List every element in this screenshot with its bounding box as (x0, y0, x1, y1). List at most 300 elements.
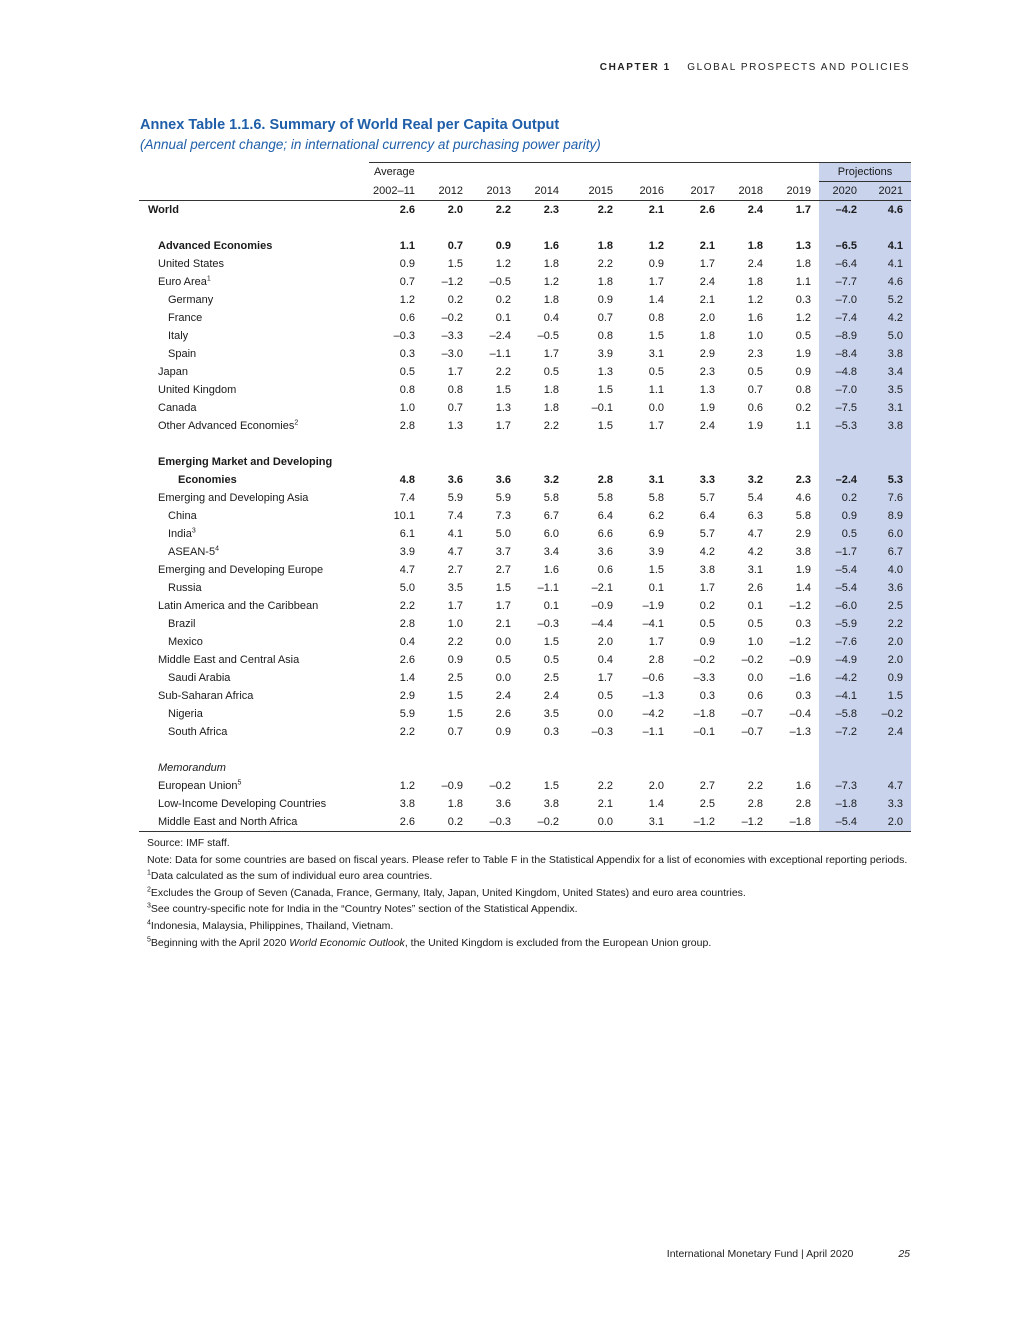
value-cell: 5.7 (699, 528, 715, 540)
value-cell: 3.1 (648, 474, 664, 486)
value-cell: –0.5 (489, 276, 511, 288)
value-cell: 0.3 (699, 690, 715, 702)
value-cell: 3.9 (597, 348, 613, 360)
footnote: $^2$Excludes the Group of Seven (Canada, France, Germany, Italy, Japan, United Kingdom, United States) and euro area countries. (147, 886, 746, 899)
value-cell: –7.4 (819, 309, 865, 327)
value-cell: –1.8 (819, 795, 865, 813)
value-cell: 1.3 (495, 402, 511, 414)
value-cell: 1.9 (795, 564, 811, 576)
value-cell: 7.3 (495, 510, 511, 522)
table-row (139, 777, 911, 795)
value-cell: 1.7 (648, 276, 664, 288)
row-label: Advanced Economies (158, 240, 273, 252)
value-cell: 1.2 (795, 312, 811, 324)
value-cell: 1.1 (795, 420, 811, 432)
table-row (139, 669, 911, 687)
value-cell: 5.8 (543, 492, 559, 504)
value-cell: 5.9 (447, 492, 463, 504)
value-cell: 0.2 (423, 813, 471, 832)
year-header: 2017 (672, 182, 723, 201)
table-row (139, 471, 911, 489)
value-cell: 3.4 (543, 546, 559, 558)
value-cell: 1.7 (648, 636, 664, 648)
table-row (139, 579, 911, 597)
value-cell: 0.9 (648, 258, 664, 270)
table-container (139, 162, 911, 951)
value-cell: 4.2 (699, 546, 715, 558)
value-cell: 0.4 (399, 636, 415, 648)
value-cell: –0.1 (693, 726, 715, 738)
value-cell: 1.7 (447, 366, 463, 378)
value-cell: 0.1 (747, 600, 763, 612)
value-cell: 6.7 (865, 543, 911, 561)
value-cell: 0.5 (747, 366, 763, 378)
row-label: Economies (178, 474, 237, 486)
value-cell: –2.4 (489, 330, 511, 342)
value-cell: 4.2 (747, 546, 763, 558)
value-cell: 0.3 (543, 726, 559, 738)
year-header: 2015 (567, 182, 621, 201)
value-cell: 2.0 (865, 633, 911, 651)
table-row (139, 309, 911, 327)
value-cell: 0.0 (747, 672, 763, 684)
table-row (139, 237, 911, 255)
value-cell: 2.6 (399, 204, 415, 216)
value-cell: –1.6 (789, 672, 811, 684)
value-cell: 4.7 (447, 546, 463, 558)
row-label: Spain (168, 348, 197, 360)
value-cell: –0.1 (591, 402, 613, 414)
value-cell: 1.9 (699, 402, 715, 414)
value-cell: –1.8 (771, 813, 819, 832)
value-cell: 0.1 (543, 600, 559, 612)
value-cell: –1.1 (642, 726, 664, 738)
value-cell (369, 453, 423, 471)
row-label: Euro Area$^1$ (158, 275, 211, 288)
value-cell: –0.2 (519, 813, 567, 832)
value-cell: 0.9 (795, 366, 811, 378)
value-cell: 3.5 (865, 381, 911, 399)
value-cell: 1.4 (795, 582, 811, 594)
value-cell: 2.4 (747, 258, 763, 270)
value-cell: 3.1 (865, 399, 911, 417)
value-cell: 2.1 (495, 618, 511, 630)
value-cell: –4.1 (642, 618, 664, 630)
value-cell (567, 759, 621, 777)
year-header: 2016 (621, 182, 672, 201)
value-cell (771, 453, 819, 471)
value-cell (672, 759, 723, 777)
row-label: United States (158, 258, 225, 270)
year-header: 2020 (819, 182, 865, 201)
value-cell: 4.1 (447, 528, 463, 540)
value-cell: –1.2 (672, 813, 723, 832)
value-cell: 1.5 (597, 384, 613, 396)
value-cell: 6.9 (648, 528, 664, 540)
value-cell: 0.7 (447, 240, 463, 252)
value-cell: 4.2 (865, 309, 911, 327)
value-cell: 1.7 (495, 600, 511, 612)
row-label: United Kingdom (158, 384, 237, 396)
row-label: Sub-Saharan Africa (158, 690, 254, 702)
value-cell: –8.9 (819, 327, 865, 345)
row-label: France (168, 312, 203, 324)
value-cell: –1.3 (642, 690, 664, 702)
value-cell: 2.2 (865, 615, 911, 633)
value-cell: 0.0 (495, 636, 511, 648)
value-cell: 1.4 (399, 672, 415, 684)
value-cell: –6.4 (819, 255, 865, 273)
footnote-marker: 4 (215, 545, 219, 553)
value-cell: 0.5 (819, 525, 865, 543)
value-cell: 2.3 (747, 348, 763, 360)
value-cell: 2.4 (747, 204, 763, 216)
value-cell: 3.8 (865, 417, 911, 435)
value-cell: 3.8 (543, 798, 559, 810)
value-cell: 6.4 (699, 510, 715, 522)
row-label: Japan (158, 366, 188, 378)
row-label: Low-Income Developing Countries (158, 798, 327, 810)
value-cell: 1.2 (747, 294, 763, 306)
value-cell: 1.5 (648, 330, 664, 342)
value-cell: –4.9 (819, 651, 865, 669)
value-cell: 4.6 (865, 201, 911, 220)
value-cell: 1.7 (495, 420, 511, 432)
footnote-marker: 3 (191, 527, 196, 535)
value-cell: 1.5 (597, 420, 613, 432)
row-label: Emerging and Developing Europe (158, 564, 324, 576)
value-cell: 1.8 (597, 240, 613, 252)
value-cell: 0.5 (543, 366, 559, 378)
value-cell: –4.4 (591, 618, 613, 630)
value-cell: 2.6 (495, 708, 511, 720)
value-cell: 0.3 (399, 348, 415, 360)
value-cell: –7.7 (819, 273, 865, 291)
value-cell: 0.8 (648, 312, 664, 324)
value-cell: 2.6 (747, 582, 763, 594)
value-cell: 3.2 (747, 474, 763, 486)
value-cell: 2.8 (399, 420, 415, 432)
year-header: 2019 (771, 182, 819, 201)
footnote-marker: 2 (294, 419, 299, 427)
value-cell: 3.3 (865, 795, 911, 813)
value-cell (865, 759, 911, 777)
value-cell: 0.5 (648, 366, 664, 378)
value-cell: –1.8 (693, 708, 715, 720)
row-label: Saudi Arabia (168, 672, 231, 684)
value-cell (519, 759, 567, 777)
value-cell: 1.8 (699, 330, 715, 342)
value-cell: 5.7 (699, 492, 715, 504)
row-label: Italy (168, 330, 189, 342)
table-row (139, 615, 911, 633)
value-cell: 0.7 (597, 312, 613, 324)
value-cell: 2.2 (597, 258, 613, 270)
row-label: Emerging Market and Developing (158, 456, 333, 468)
page-footer (667, 1248, 910, 1260)
value-cell: 2.2 (399, 600, 415, 612)
value-cell: 2.5 (865, 597, 911, 615)
value-cell: 2.1 (699, 294, 715, 306)
value-cell: –3.3 (441, 330, 463, 342)
footnote: $^5$Beginning with the April 2020 World Economic Outlook, the United Kingdom is excluded from the European Union group. (147, 936, 712, 949)
chapter-label: CHAPTER 1 (599, 62, 671, 73)
table-row (139, 687, 911, 705)
table-row (139, 327, 911, 345)
average-header: Average (369, 163, 423, 182)
value-cell (621, 759, 672, 777)
year-header: 2002–11 (369, 182, 423, 201)
general-note: Note: Data for some countries are based on fiscal years. Please refer to Table F in the Statistical Appendix for a list of economies with exceptional reporting periods. (147, 853, 908, 866)
row-label: Nigeria (168, 708, 203, 720)
value-cell: 1.6 (795, 780, 811, 792)
value-cell: 2.8 (795, 798, 811, 810)
value-cell: 1.2 (543, 276, 559, 288)
value-cell: 6.2 (648, 510, 664, 522)
value-cell: –0.7 (741, 708, 763, 720)
table-row (139, 561, 911, 579)
table-row (139, 453, 911, 471)
value-cell: –2.4 (819, 471, 865, 489)
value-cell: 0.0 (495, 672, 511, 684)
value-cell: 1.0 (447, 618, 463, 630)
value-cell: 1.4 (648, 798, 664, 810)
table-row (139, 363, 911, 381)
value-cell: 1.1 (648, 384, 664, 396)
value-cell: 6.0 (865, 525, 911, 543)
row-label: India$^3$ (168, 527, 196, 540)
value-cell: 1.2 (648, 240, 664, 252)
value-cell: 6.3 (747, 510, 763, 522)
value-cell: 2.2 (597, 204, 613, 216)
value-cell: 1.5 (543, 636, 559, 648)
value-cell: 2.3 (543, 204, 559, 216)
row-label: Other Advanced Economies$^2$ (158, 419, 299, 432)
value-cell: 0.3 (795, 690, 811, 702)
value-cell: 1.9 (747, 420, 763, 432)
value-cell: 1.5 (495, 582, 511, 594)
value-cell: 1.8 (543, 258, 559, 270)
value-cell: 3.1 (621, 813, 672, 832)
value-cell: 0.4 (543, 312, 559, 324)
table-row (139, 417, 911, 435)
spacer-row (139, 219, 911, 237)
row-label: Latin America and the Caribbean (158, 600, 319, 612)
value-cell: 1.5 (865, 687, 911, 705)
table-row (139, 705, 911, 723)
publisher-label: International Monetary Fund | April 2020 (666, 1248, 854, 1260)
row-label: Brazil (168, 618, 196, 630)
value-cell: 0.9 (819, 507, 865, 525)
value-cell: 3.8 (795, 546, 811, 558)
value-cell: 0.5 (795, 330, 811, 342)
table-body (139, 201, 911, 832)
value-cell: 2.2 (399, 726, 415, 738)
value-cell: –0.2 (489, 780, 511, 792)
value-cell: 0.8 (795, 384, 811, 396)
table-row (139, 201, 911, 220)
value-cell: 5.9 (495, 492, 511, 504)
value-cell: 1.2 (495, 258, 511, 270)
value-cell: 0.7 (447, 726, 463, 738)
value-cell (819, 453, 865, 471)
value-cell: 2.8 (747, 798, 763, 810)
value-cell: 5.9 (399, 708, 415, 720)
value-cell: 3.8 (865, 345, 911, 363)
value-cell: 3.3 (699, 474, 715, 486)
value-cell: 5.8 (795, 510, 811, 522)
value-cell: –0.3 (393, 330, 415, 342)
value-cell: 3.7 (495, 546, 511, 558)
value-cell: 2.6 (699, 204, 715, 216)
value-cell: 1.0 (747, 330, 763, 342)
value-cell (423, 453, 471, 471)
year-header: 2012 (423, 182, 471, 201)
table-row (139, 597, 911, 615)
value-cell: 3.6 (447, 474, 463, 486)
value-cell: 1.8 (597, 276, 613, 288)
year-header: 2021 (865, 182, 911, 201)
value-cell: 2.2 (543, 420, 559, 432)
footnote: $^3$See country-specific note for India in the “Country Notes” section of the Statistical Appendix. (147, 902, 578, 916)
value-cell: 3.6 (495, 798, 511, 810)
value-cell: 0.6 (597, 564, 613, 576)
value-cell: 1.8 (747, 276, 763, 288)
value-cell: 0.9 (447, 654, 463, 666)
value-cell: 2.0 (597, 636, 613, 648)
value-cell: 6.7 (543, 510, 559, 522)
row-label: China (168, 510, 197, 522)
value-cell: 3.8 (399, 798, 415, 810)
value-cell: 2.0 (447, 204, 463, 216)
value-cell: 0.0 (648, 402, 664, 414)
value-cell: 1.7 (447, 600, 463, 612)
value-cell: 0.2 (495, 294, 511, 306)
table-row (139, 795, 911, 813)
row-label: Russia (168, 582, 202, 594)
value-cell: 0.9 (399, 258, 415, 270)
value-cell: –2.1 (591, 582, 613, 594)
value-cell: 0.5 (747, 618, 763, 630)
value-cell: 1.5 (447, 708, 463, 720)
value-cell: 0.7 (447, 402, 463, 414)
value-cell: –8.4 (819, 345, 865, 363)
value-cell: 2.8 (597, 474, 613, 486)
value-cell (819, 759, 865, 777)
value-cell: –1.2 (789, 600, 811, 612)
value-cell: 2.4 (699, 276, 715, 288)
value-cell: –5.4 (819, 813, 865, 832)
value-cell: 4.7 (399, 564, 415, 576)
year-header: 2018 (723, 182, 771, 201)
value-cell: 1.2 (399, 780, 415, 792)
value-cell: –0.2 (441, 312, 463, 324)
value-cell: 6.4 (597, 510, 613, 522)
value-cell: 0.6 (399, 312, 415, 324)
value-cell: 3.6 (865, 579, 911, 597)
value-cell: –5.3 (819, 417, 865, 435)
value-cell: –0.2 (741, 654, 763, 666)
value-cell: –0.5 (537, 330, 559, 342)
value-cell: 0.7 (399, 276, 415, 288)
value-cell: –7.6 (819, 633, 865, 651)
value-cell: –5.8 (819, 705, 865, 723)
value-cell (771, 759, 819, 777)
table-row (139, 399, 911, 417)
value-cell: 7.6 (865, 489, 911, 507)
value-cell: –1.2 (441, 276, 463, 288)
value-cell (369, 759, 423, 777)
value-cell: –5.4 (819, 579, 865, 597)
value-cell: 1.5 (648, 564, 664, 576)
value-cell: 1.8 (747, 240, 763, 252)
value-cell: 3.6 (495, 474, 511, 486)
value-cell: 0.2 (699, 600, 715, 612)
value-cell: 0.6 (747, 402, 763, 414)
value-cell: –0.3 (471, 813, 519, 832)
value-cell: 2.2 (447, 636, 463, 648)
value-cell: 1.6 (543, 240, 559, 252)
table-row (139, 759, 911, 777)
value-cell: 1.5 (543, 780, 559, 792)
value-cell: 5.2 (865, 291, 911, 309)
value-cell: 2.1 (699, 240, 715, 252)
footnote: $^1$Data calculated as the sum of individual euro area countries. (147, 869, 433, 883)
value-cell: 1.2 (399, 294, 415, 306)
value-cell: 0.9 (865, 669, 911, 687)
row-label: Middle East and North Africa (139, 813, 369, 832)
value-cell: 3.5 (543, 708, 559, 720)
value-cell: 1.7 (597, 672, 613, 684)
header-row-groups (139, 163, 911, 182)
value-cell: 3.2 (543, 474, 559, 486)
value-cell: 2.6 (369, 813, 423, 832)
value-cell: 5.0 (865, 327, 911, 345)
value-cell: –1.1 (537, 582, 559, 594)
row-label: Middle East and Central Asia (158, 654, 300, 666)
value-cell: 2.1 (597, 798, 613, 810)
value-cell (865, 453, 911, 471)
year-header: 2013 (471, 182, 519, 201)
value-cell (519, 453, 567, 471)
value-cell: –0.9 (789, 654, 811, 666)
value-cell: –7.3 (819, 777, 865, 795)
value-cell: 5.8 (648, 492, 664, 504)
value-cell: 1.5 (495, 384, 511, 396)
value-cell: 4.6 (865, 273, 911, 291)
year-header: 2014 (519, 182, 567, 201)
value-cell: 5.0 (399, 582, 415, 594)
value-cell: –1.7 (819, 543, 865, 561)
value-cell: 2.3 (795, 474, 811, 486)
row-label: Emerging and Developing Asia (158, 492, 309, 504)
value-cell: –0.3 (537, 618, 559, 630)
running-head (600, 62, 910, 73)
value-cell: 2.7 (495, 564, 511, 576)
value-cell: –4.2 (642, 708, 664, 720)
value-cell: 1.1 (399, 240, 415, 252)
value-cell: 1.9 (795, 348, 811, 360)
value-cell: 1.3 (795, 240, 811, 252)
row-label: South Africa (168, 726, 228, 738)
value-cell: 2.0 (648, 780, 664, 792)
value-cell: 0.0 (567, 813, 621, 832)
value-cell: 2.5 (699, 798, 715, 810)
row-label: Canada (158, 402, 197, 414)
value-cell: –4.1 (819, 687, 865, 705)
value-cell: 0.2 (819, 489, 865, 507)
value-cell: 5.4 (747, 492, 763, 504)
